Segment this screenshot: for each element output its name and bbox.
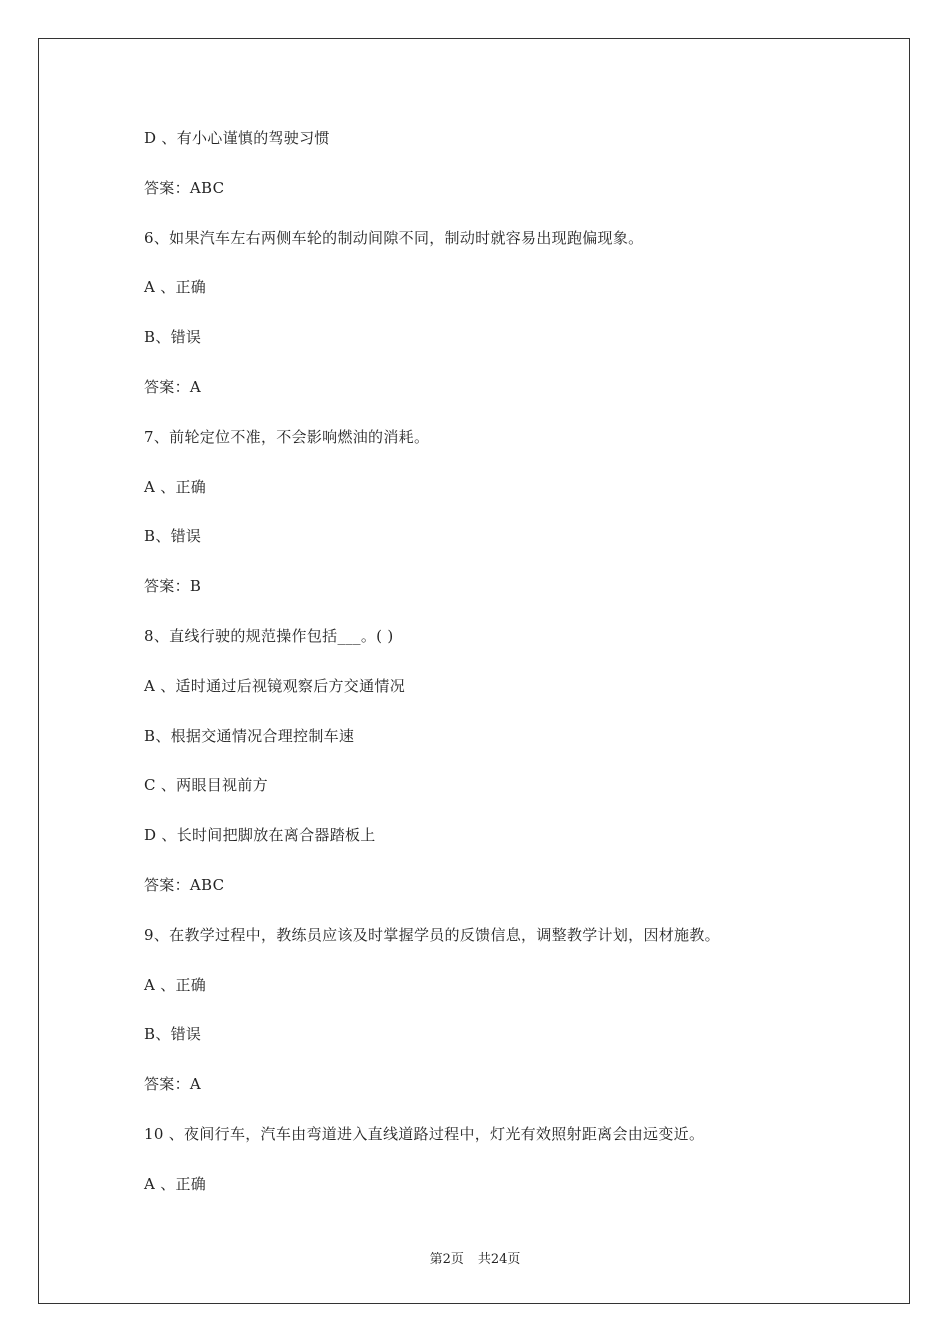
option-line: C 、两眼目视前方 [144, 776, 268, 795]
answer-line: 答案：A [144, 1075, 202, 1094]
page-number-total: 共24页 [477, 1252, 521, 1267]
question-line: 8、直线行驶的规范操作包括___。( ) [144, 626, 394, 645]
option-line: A 、正确 [144, 975, 207, 994]
option-line: B、根据交通情况合理控制车速 [144, 726, 355, 745]
option-line: A 、适时通过后视镜观察后方交通情况 [144, 676, 406, 695]
page-number-current: 第2页 [429, 1252, 464, 1267]
question-line: 9、在教学过程中，教练员应该及时掌握学员的反馈信息，调整教学计划，因材施教。 [144, 925, 720, 944]
option-line: B、错误 [144, 1025, 202, 1044]
option-line: B、错误 [144, 527, 202, 546]
question-line: 7、前轮定位不准，不会影响燃油的消耗。 [144, 427, 430, 446]
option-line: B、错误 [144, 328, 202, 347]
answer-line: 答案：ABC [144, 178, 225, 197]
question-line: 10 、夜间行车，汽车由弯道进入直线道路过程中，灯光有效照射距离会由远变近。 [144, 1124, 705, 1143]
question-line: 6、如果汽车左右两侧车轮的制动间隙不同，制动时就容易出现跑偏现象。 [144, 228, 644, 247]
option-line: A 、正确 [144, 1174, 207, 1193]
option-line: D 、有小心谨慎的驾驶习惯 [144, 129, 330, 147]
answer-line: 答案：A [144, 377, 202, 396]
option-line: D 、长时间把脚放在离合器踏板上 [144, 826, 376, 845]
page-footer [0, 1248, 950, 1267]
option-line: A 、正确 [144, 278, 207, 297]
option-line: A 、正确 [144, 477, 207, 496]
answer-line: 答案：ABC [144, 875, 225, 894]
answer-line: 答案：B [144, 577, 202, 596]
document-body [144, 128, 864, 1224]
